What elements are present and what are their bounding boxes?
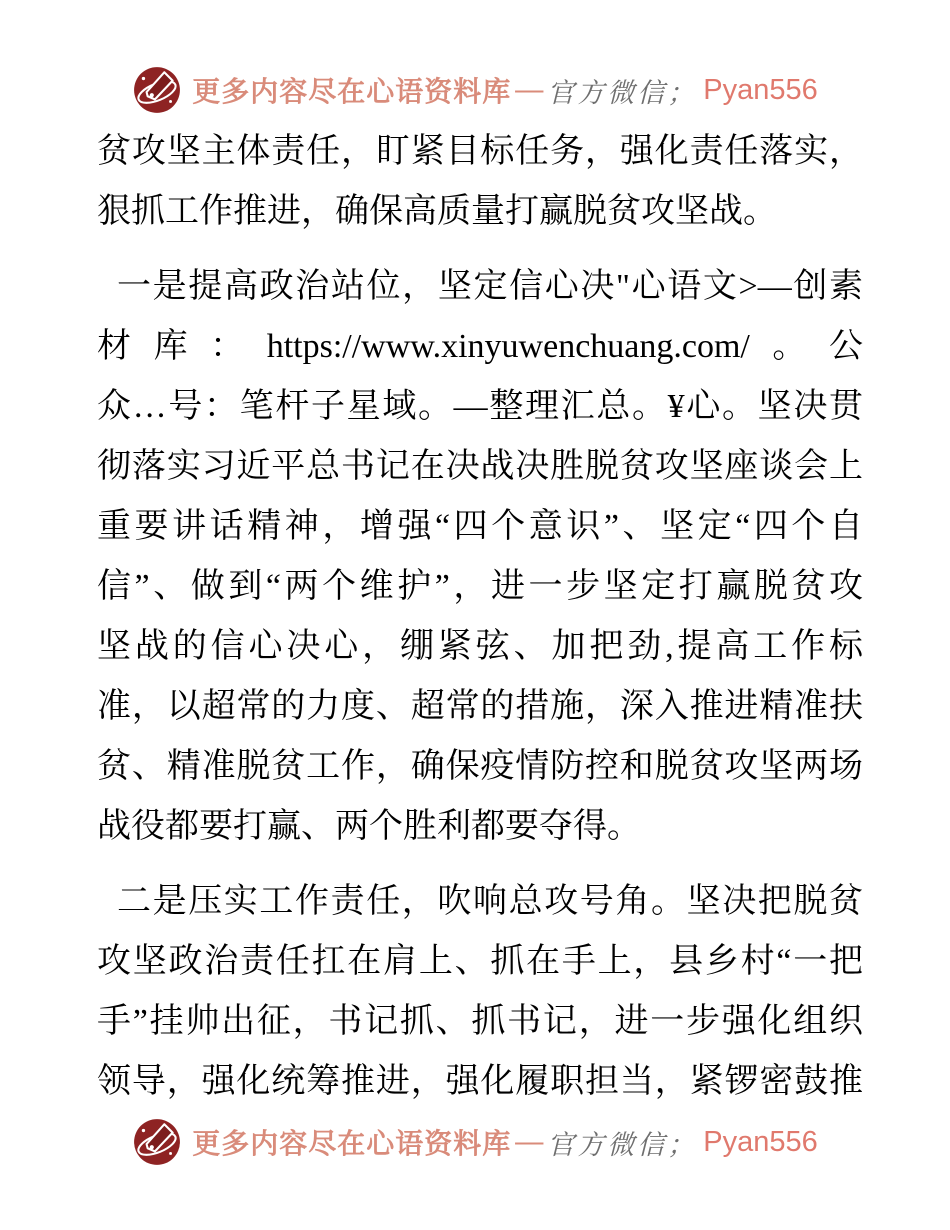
text-line: 贫攻坚主体责任，盯紧目标任务，强化责任落实， (97, 133, 863, 170)
banner-dash: — (515, 74, 544, 105)
pen-circle-logo-icon (132, 1117, 182, 1167)
banner-text: 更多内容尽在心语资料库 (192, 77, 512, 108)
banner-dash: — (515, 1126, 544, 1157)
text-line: 准，以超常的力度、超常的措施，深入推进精准扶 (97, 688, 863, 725)
pen-circle-logo-icon (132, 65, 182, 115)
text-line: 领导，强化统筹推进，强化履职担当，紧锣密鼓推 (97, 1063, 863, 1100)
text-line: 攻坚政治责任扛在肩上、抓在手上，县乡村“一把 (97, 943, 863, 980)
text-line: 战役都要打赢、两个胜利都要夺得。 (97, 808, 641, 845)
text-line: 重要讲话精神，增强“四个意识”、坚定“四个自 (97, 508, 863, 545)
text-line: 彻落实习近平总书记在决战决胜脱贫攻坚座谈会上 (97, 448, 863, 485)
banner-wechat-id: Pyan556 (703, 1125, 818, 1158)
text-line: 一是提高政治站位，坚定信心决"心语文>—创素 (117, 268, 863, 305)
watermark-footer (0, 1116, 950, 1168)
text-line: 二是压实工作责任，吹响总攻号角。坚决把脱贫 (117, 883, 863, 920)
paragraph-1 (97, 122, 863, 242)
paragraph-2 (97, 257, 863, 857)
text-line: 狠抓工作推进，确保高质量打赢脱贫攻坚战。 (97, 193, 777, 230)
text-line: 坚战的信心决心，绷紧弦、加把劲,提高工作标 (97, 628, 863, 665)
text-line: 材库：https://www.xinyuwenchuang.com/。公 (97, 328, 863, 365)
banner-wechat-label: 官方微信； (547, 77, 698, 108)
banner-wechat-label: 官方微信； (547, 1129, 698, 1160)
text-line: 贫、精准脱贫工作，确保疫情防控和脱贫攻坚两场 (97, 748, 863, 785)
watermark-header (0, 64, 950, 116)
document-body (97, 122, 863, 1112)
text-line: 手”挂帅出征，书记抓、抓书记，进一步强化组织 (97, 1003, 863, 1040)
paragraph-3 (97, 872, 863, 1112)
text-line: 信”、做到“两个维护”，进一步坚定打赢脱贫攻 (97, 568, 863, 605)
banner-text: 更多内容尽在心语资料库 (192, 1129, 512, 1160)
text-line: 众…号：笔杆子星域。—整理汇总。¥心。坚决贯 (97, 388, 863, 425)
banner-wechat-id: Pyan556 (703, 73, 818, 106)
